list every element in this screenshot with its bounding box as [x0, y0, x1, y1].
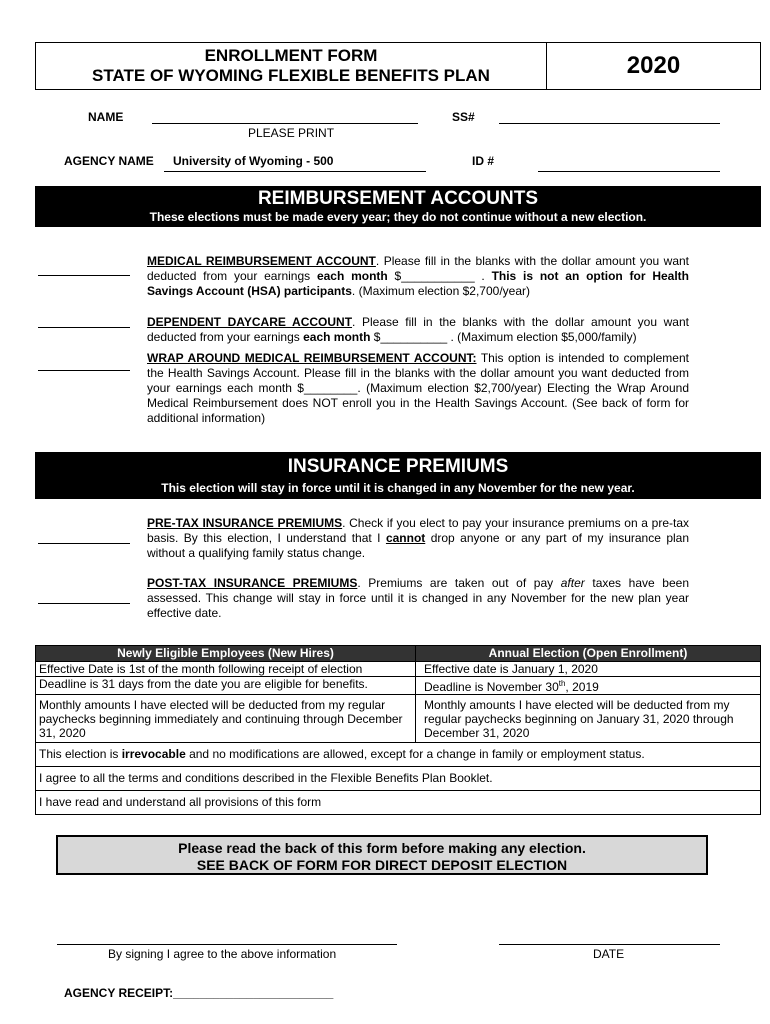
form-title-block: [36, 43, 547, 89]
daycare-election-blank[interactable]: [38, 327, 130, 328]
pretax-heading: PRE-TAX INSURANCE PREMIUMS: [147, 516, 343, 530]
date-label: DATE: [593, 947, 625, 961]
wrap-text: This option is intended to complement the Health Savings Account. Please fill in the blanks with the dollar amount you want deducted from your earnings each month $________. (Maximum election $2,700/year) Electing the Wrap Around Medical Reimbursement does NOT enroll you in the Health Savings Account. (See back of form for additional information): [147, 351, 689, 425]
notice-line2: SEE BACK OF FORM FOR DIRECT DEPOSIT ELECTION: [196, 857, 568, 873]
open-deadline-text: Deadline is November 30: [424, 680, 559, 694]
reimbursement-title: REIMBURSEMENT ACCOUNTS: [257, 188, 539, 209]
table-row: [36, 662, 760, 677]
pretax-text-end: drop anyone or any part of my insurance plan without a qualifying family status change.: [147, 531, 690, 560]
new-hire-deductions: Monthly amounts I have elected will be deducted from my regular paychecks beginning immediately and continuing through December 31, 2020: [36, 695, 416, 742]
notice-box: [56, 835, 708, 875]
open-deadline: [416, 677, 760, 694]
agree-statement: I agree to all the terms and conditions described in the Flexible Benefits Plan Booklet.: [36, 767, 760, 791]
form-title: ENROLLMENT FORM: [204, 46, 378, 65]
daycare-text: . Please fill in the blanks with the dollar amount you want deducted from your earnings: [147, 315, 689, 344]
pretax-paragraph: [147, 516, 689, 561]
posttax-text-end: taxes have been assessed. This change will stay in force until it is changed in any November for the new plan year effective date.: [147, 576, 689, 620]
posttax-after: after: [560, 576, 585, 590]
posttax-paragraph: [147, 576, 689, 621]
new-hire-effective-date: Effective Date is 1st of the month following receipt of election: [36, 662, 416, 676]
medical-election-blank[interactable]: [38, 275, 130, 276]
new-hire-deadline: Deadline is 31 days from the date you are eligible for benefits.: [36, 677, 416, 694]
medical-amount[interactable]: $___________ .: [387, 269, 492, 283]
medical-max: . (Maximum election $2,700/year): [351, 284, 530, 298]
pretax-election-blank[interactable]: [38, 543, 130, 544]
pretax-text: . Check if you elect to pay your insurance premiums on a pre-tax basis. By this election, I understand that I: [147, 516, 689, 545]
insurance-title: INSURANCE PREMIUMS: [287, 456, 509, 477]
open-deadline-sup: th: [558, 679, 566, 688]
daycare-bold: each month: [303, 330, 371, 344]
table-header-row: [36, 646, 760, 662]
insurance-subtitle: This election will stay in force until it is changed in any November for the new year.: [161, 481, 635, 495]
ss-field[interactable]: [499, 123, 720, 124]
irrevocable-statement: [36, 743, 760, 767]
name-field[interactable]: [152, 123, 418, 124]
medical-bold: each month: [316, 269, 388, 283]
insurance-banner: [35, 452, 761, 499]
wrap-election-blank[interactable]: [38, 370, 130, 371]
signature-label: By signing I agree to the above information: [108, 947, 337, 961]
name-label: NAME: [88, 110, 124, 124]
new-hires-header: Newly Eligible Employees (New Hires): [36, 646, 416, 661]
irrevocable-bold: irrevocable: [121, 747, 186, 761]
open-effective-date: Effective date is January 1, 2020: [424, 662, 598, 676]
table-row: [36, 695, 760, 743]
date-line[interactable]: [499, 944, 720, 945]
ss-label: SS#: [452, 110, 475, 124]
enrollment-periods-table: [35, 645, 761, 815]
open-deductions: Monthly amounts I have elected will be deducted from my regular paychecks beginning on January 31, 2020 through December 31, 2020: [424, 698, 734, 740]
irrevocable-text-end: and no modifications are allowed, except for a change in family or employment status.: [185, 747, 645, 761]
id-field[interactable]: [538, 171, 720, 172]
posttax-heading: POST-TAX INSURANCE PREMIUMS: [147, 576, 358, 590]
form-header: [35, 42, 761, 90]
daycare-heading: DEPENDENT DAYCARE ACCOUNT: [147, 315, 353, 329]
form-year: 2020: [626, 52, 681, 79]
wrap-heading: WRAP AROUND MEDICAL REIMBURSEMENT ACCOUNT:: [147, 351, 477, 365]
please-print-hint: PLEASE PRINT: [248, 126, 335, 140]
agency-receipt[interactable]: AGENCY RECEIPT:________________________: [64, 986, 334, 1000]
medical-hsa-note: This is not an option for Health Savings Account (HSA) participants: [147, 269, 689, 298]
open-deadline-year: , 2019: [565, 680, 599, 694]
agency-field[interactable]: [164, 171, 426, 172]
pretax-cannot: cannot: [385, 531, 426, 545]
agency-value: University of Wyoming - 500: [173, 154, 334, 168]
read-statement: I have read and understand all provisions of this form: [39, 795, 322, 809]
open-enrollment-header: Annual Election (Open Enrollment): [416, 646, 760, 661]
irrevocable-text: This election is: [39, 747, 122, 761]
signature-line[interactable]: [57, 944, 397, 945]
medical-reimbursement-paragraph: [147, 254, 689, 299]
posttax-text: . Premiums are taken out of pay: [357, 576, 561, 590]
posttax-election-blank[interactable]: [38, 603, 130, 604]
medical-heading: MEDICAL REIMBURSEMENT ACCOUNT: [147, 254, 376, 268]
notice-line1: Please read the back of this form before making any election.: [178, 840, 586, 856]
reimbursement-subtitle: These elections must be made every year; they do not continue without a new election.: [149, 210, 647, 224]
id-label: ID #: [472, 154, 495, 168]
daycare-amount[interactable]: $__________ . (Maximum election $5,000/family): [370, 330, 637, 344]
table-row: [36, 677, 760, 695]
medical-text: . Please fill in the blanks with the dollar amount you want deducted from your earnings: [147, 254, 689, 283]
daycare-paragraph: [147, 315, 689, 345]
wrap-around-paragraph: [147, 351, 689, 426]
reimbursement-banner: [35, 186, 761, 227]
form-subtitle: STATE OF WYOMING FLEXIBLE BENEFITS PLAN: [92, 66, 490, 85]
agency-label: AGENCY NAME: [64, 154, 154, 168]
